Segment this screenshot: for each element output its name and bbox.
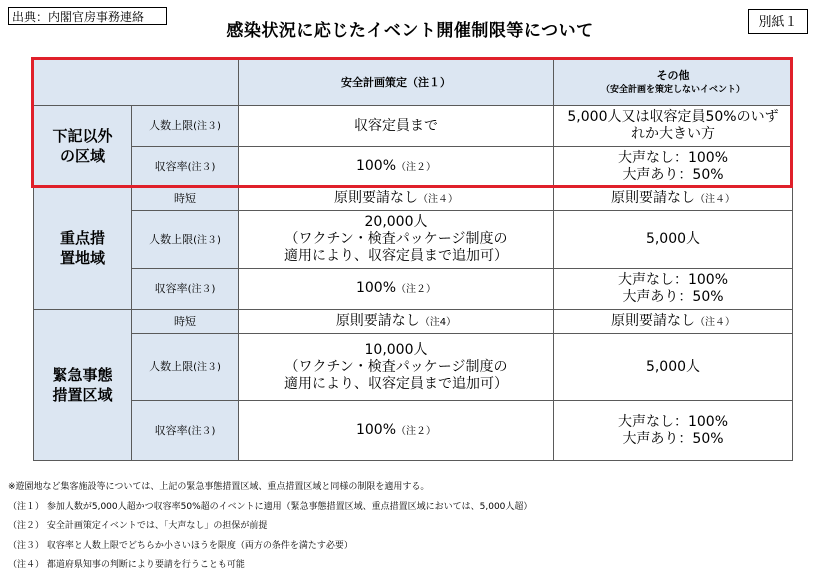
- cell-rate-other: 大声なし：100% 大声あり：50%: [554, 147, 793, 187]
- table-row: [34, 147, 793, 187]
- cell-hours-safe: 原則要請なし（注4）: [239, 310, 554, 334]
- cell-rate-other: 大声なし：100% 大声あり：50%: [554, 401, 793, 461]
- cell-capacity-safe: 収容定員まで: [239, 106, 554, 147]
- footnotes: [8, 478, 532, 576]
- cell-rate-safe: 100%（注２）: [239, 401, 554, 461]
- table-row: [34, 187, 793, 211]
- restrictions-table: [33, 59, 793, 461]
- footnote-3: （注３） 収容率と人数上限でどちらか小さいほうを限度（両方の条件を満たす必要）: [8, 540, 353, 551]
- row-label-rate: 収容率(注３): [132, 401, 239, 461]
- cell-hours-safe: 原則要請なし（注４）: [239, 187, 554, 211]
- table-row: [34, 310, 793, 334]
- footnote-1: （注１） 参加人数が5,000人超かつ収容率50%超のイベントに適用（緊急事態措置区域、重点措置区域においては、5,000人超）: [8, 501, 533, 512]
- table-row: [34, 334, 793, 401]
- footnote-2: （注２） 安全計画策定イベントでは、「大声なし」の担保が前提: [8, 521, 268, 531]
- cell-capacity-other: 5,000人又は収容定員50%のいずれか大きい方: [554, 106, 793, 147]
- cell-rate-safe: 100%（注２）: [239, 147, 554, 187]
- source-label: 出典：内閣官房事務連絡: [8, 7, 167, 25]
- row-label-capacity: 人数上限(注３): [132, 334, 239, 401]
- cell-rate-safe: 100%（注２）: [239, 269, 554, 310]
- footnote-4: （注４） 都道府県知事の判断により要請を行うことも可能: [8, 560, 245, 570]
- cell-capacity-other: 5,000人: [554, 334, 793, 401]
- header-other: その他 （安全計画を策定しないイベント）: [554, 60, 793, 106]
- header-safety-plan: 安全計画策定（注１）: [239, 60, 554, 106]
- row-label-hours: 時短: [132, 310, 239, 334]
- region-name-priority-measures: 重点措置地域: [34, 187, 132, 310]
- row-label-capacity: 人数上限(注３): [132, 106, 239, 147]
- table-row: [34, 401, 793, 461]
- row-label-hours: 時短: [132, 187, 239, 211]
- cell-hours-other: 原則要請なし（注４）: [554, 310, 793, 334]
- page-title: 感染状況に応じたイベント開催制限等について: [226, 21, 594, 41]
- cell-capacity-safe: 10,000人 （ワクチン・検査パッケージ制度の 適用により、収容定員まで追加可）: [239, 334, 554, 401]
- header-corner-cell: [34, 60, 239, 106]
- attachment-label: 別紙１: [748, 9, 808, 34]
- row-label-rate: 収容率(注３): [132, 147, 239, 187]
- cell-capacity-safe: 20,000人 （ワクチン・検査パッケージ制度の 適用により、収容定員まで追加可）: [239, 211, 554, 269]
- row-label-capacity: 人数上限(注３): [132, 211, 239, 269]
- cell-rate-other: 大声なし：100% 大声あり：50%: [554, 269, 793, 310]
- footnote-asterisk: ※遊園地など集客施設等については、上記の緊急事態措置区域、重点措置区域と同様の制限を適用する。: [8, 482, 430, 492]
- row-label-rate: 収容率(注３): [132, 269, 239, 310]
- cell-capacity-other: 5,000人: [554, 211, 793, 269]
- region-name-other-areas: 下記以外の区域: [34, 106, 132, 187]
- table-header-row: [34, 60, 793, 106]
- region-name-emergency-measures: 緊急事態措置区域: [34, 310, 132, 461]
- table-row: [34, 211, 793, 269]
- table-row: [34, 269, 793, 310]
- table-row: [34, 106, 793, 147]
- cell-hours-other: 原則要請なし（注４）: [554, 187, 793, 211]
